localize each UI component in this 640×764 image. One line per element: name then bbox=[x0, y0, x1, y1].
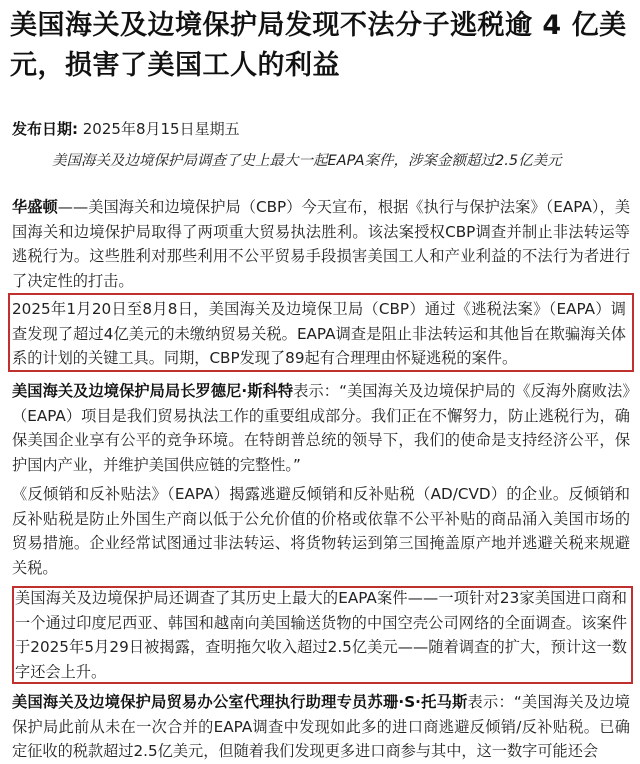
speaker-name: 美国海关及边境保护局贸易办公室代理执行助理专员苏珊·S·托马斯 bbox=[12, 693, 468, 711]
paragraph-text: 表示：“美国海关及边境保护局此前从未在一次合并的EAPA调查中发现如此多的进口商逃避反倾销/反补贴税。已确定征收的税款超过2.5亿美元，但随着我们发现更多进口商参与其中，这一数字可能还会 bbox=[12, 693, 630, 761]
publish-date-label: 发布日期: bbox=[12, 120, 78, 138]
paragraph-text: ——美国海关和边境保护局（CBP）今天宣布，根据《执行与保护法案》（EAPA），美国海关和边境保护局取得了两项重大贸易执法胜利。该法案授权CBP调查并制止非法转运等逃税行为。这些胜利对那些利用不公平贸易手段损害美国工人和产业利益的不法行为者进行了决定性的打击。 bbox=[12, 198, 631, 290]
paragraph-ad-cvd bbox=[12, 482, 630, 580]
paragraph-text: 表示：“美国海关及边境保护局的《反海外腐败法》（EAPA）项目是我们贸易执法工作的重要组成部分。我们正在不懈努力，防止逃税行为，确保美国企业享有公平的竞争环境。在特朗普总统的领导下，我们的使命是支持经济公平，保护国内产业，并维护美国供应链的完整性。” bbox=[12, 382, 630, 474]
paragraph-text: 2025年1月20日至8月8日，美国海关及边境保卫局（CBP）通过《逃税法案》（EAPA）调查发现了超过4亿美元的未缴纳贸易关税。EAPA调查是阻止非法转运和其他旨在欺骗海关体系的计划的关键工具。同期，CBP发现了89起有合理理由怀疑逃税的案件。 bbox=[12, 300, 626, 368]
paragraph-text: 美国海关及边境保护局还调查了其历史上最大的EAPA案件——一项针对23家美国进口商和一个通过印度尼西亚、韩国和越南向美国输送货物的中国空壳公司网络的全面调查。该案件于2025年5月29日被揭露，查明拖欠收入超过2.5亿美元——随着调查的扩大，预计这一数字还会上升。 bbox=[15, 589, 627, 681]
article-title: 美国海关及边境保护局发现不法分子逃税逾 4 亿美元，损害了美国工人的利益 bbox=[10, 10, 627, 81]
publish-date-value: 2025年8月15日星期五 bbox=[78, 120, 240, 138]
paragraph-quote-thomas bbox=[12, 690, 630, 761]
speaker-name: 美国海关及边境保护局局长罗德尼·斯科特 bbox=[12, 382, 294, 400]
paragraph-intro bbox=[12, 195, 630, 293]
publish-date bbox=[12, 118, 240, 140]
paragraph-quote-scott bbox=[12, 379, 630, 477]
paragraph-highlighted-eapa-stats bbox=[12, 297, 626, 371]
dateline: 华盛顿 bbox=[12, 198, 58, 216]
paragraph-text: 《反倾销和反补贴法》（EAPA）揭露逃避反倾销和反补贴税（AD/CVD）的企业。反倾销和反补贴税是防止外国生产商以低于公允价值的价格或依靠不公平补贴的商品涌入美国市场的贸易措施。企业经常试图通过非法转运、将货物转运到第三国掩盖原产地并逃避关税来规避关税。 bbox=[12, 485, 630, 577]
paragraph-highlighted-largest-case bbox=[15, 586, 627, 684]
article-subtitle: 美国海关及边境保护局调查了史上最大一起EAPA案件，涉案金额超过2.5亿美元 bbox=[52, 153, 562, 169]
